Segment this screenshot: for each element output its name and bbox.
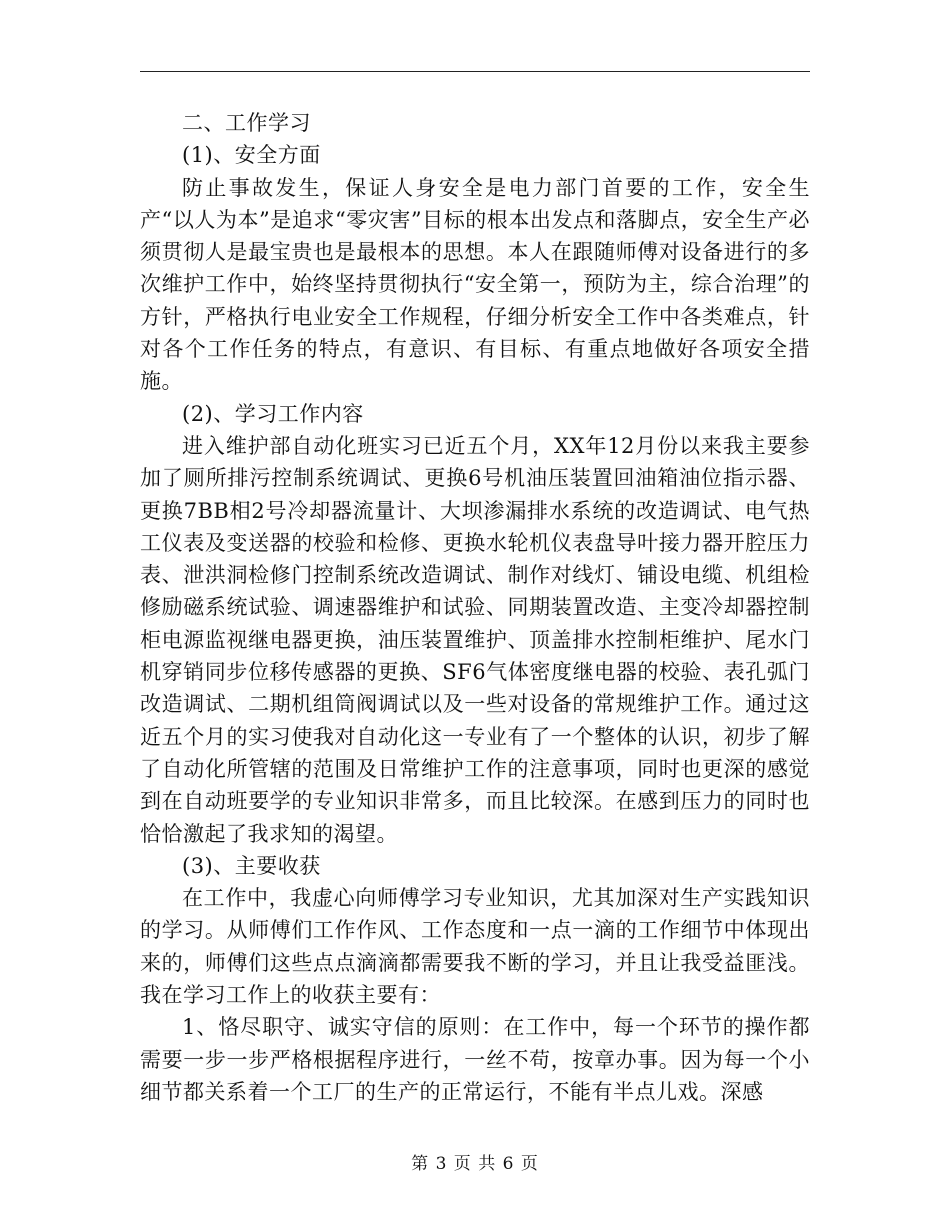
paragraph-principle-1: 1、恪尽职守、诚实守信的原则：在工作中，每一个环节的操作都需要一步一步严格根据程序进行，一丝不苟，按章办事。因为每一个小细节都关系着一个工厂的生产的正常运行，不能有半点儿戏。深感 [140,1015,810,1104]
subsection-heading-gains: (3)、主要收获 [182,853,321,878]
page-footer [0,1153,950,1175]
page-mid: 页 共 [453,1154,497,1174]
subsection-heading-work-content: (2)、学习工作内容 [182,401,364,426]
header-rule [140,71,810,72]
document-body [140,107,810,1108]
paragraph-work-content: 进入维护部自动化班实习已近五个月，XX年12月份以来我主要参加了厕所排污控制系统调试、更换6号机油压装置回油箱油位指示器、更换7BB相2号冷却器流量计、大坝渗漏排水系统的改造调试、电气热工仪表及变送器的校验和检修、更换水轮机仪表盘导叶接力器开腔压力表、泄洪洞检修门控制系统改造调试、制作对线灯、铺设电缆、机组检修励磁系统试验、调速器维护和试验、同期装置改造、主变冷却器控制柜电源监视继电器更换，油压装置维护、顶盖排水控制柜维护、尾水门机穿销同步位移传感器的更换、SF6气体密度继电器的校验、表孔弧门改造调试、二期机组筒阀调试以及一些对设备的常规维护工作。通过这近五个月的实习使我对自动化这一专业有了一个整体的认识，初步了解了自动化所管辖的范围及日常维护工作的注意事项，同时也更深的感觉到在自动班要学的专业知识非常多，而且比较深。在感到压力的同时也恰恰激起了我求知的渴望。 [140,433,810,846]
current-page-number: 3 [435,1154,448,1174]
paragraph-gains: 在工作中，我虚心向师傅学习专业知识，尤其加深对生产实践知识的学习。从师傅们工作作风、工作态度和一点一滴的工作细节中体现出来的，师傅们这些点点滴滴都需要我不断的学习，并且让我受益匪浅。我在学习工作上的收获主要有： [140,886,810,1008]
section-heading: 二、工作学习 [182,111,311,135]
paragraph-safety: 防止事故发生，保证人身安全是电力部门首要的工作，安全生产“以人为本”是追求“零灾害”目标的根本出发点和落脚点，安全生产必须贯彻人是最宝贵也是最根本的思想。本人在跟随师傅对设备进行的多次维护工作中，始终坚持贯彻执行“安全第一，预防为主，综合治理”的方针，严格执行电业安全工作规程，仔细分析安全工作中各类难点，针对各个工作任务的特点，有意识、有目标、有重点地做好各项安全措施。 [140,175,810,394]
page-prefix: 第 [411,1154,430,1174]
page-suffix: 页 [520,1154,539,1174]
total-pages-number: 6 [502,1154,515,1174]
subsection-heading-safety: (1)、安全方面 [182,143,321,168]
